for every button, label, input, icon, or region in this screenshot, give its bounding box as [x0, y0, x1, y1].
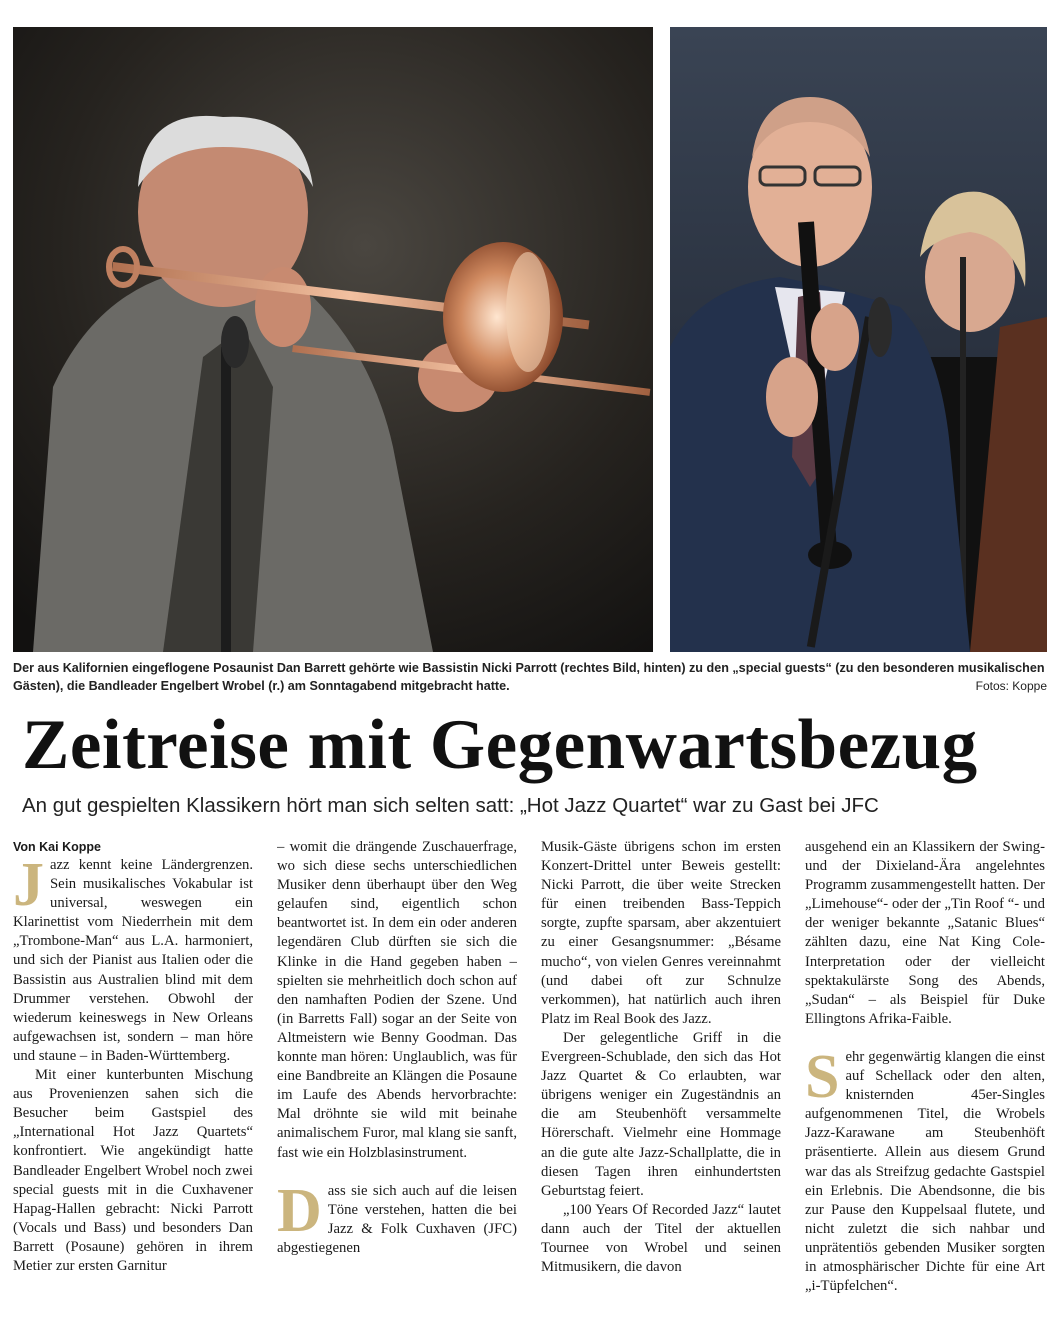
- clarinettist-image: [670, 27, 1047, 652]
- article-column-1: [13, 838, 253, 1318]
- photo-caption: [13, 659, 1047, 695]
- article-column-2: [277, 838, 517, 1318]
- paragraph-text: ass sie sich auch auf die leisen Töne verstehen, hatten die bei Jazz & Folk Cuxhaven (JFC) abgestiegenen: [277, 1182, 517, 1256]
- photo-trombonist: [13, 27, 653, 652]
- paragraph: [277, 1176, 517, 1258]
- caption-text: Der aus Kalifornien eingeflogene Posaunist Dan Barrett gehörte wie Bassistin Nicki Parrott (rechtes Bild, hinten) zu den „special guests“ (zu den besonderen musikalischen Gästen), die Bandleader Engelbert Wrobel (r.) am Sonntagabend mitgebracht hatte.: [13, 661, 1045, 693]
- dropcap: D: [277, 1176, 322, 1245]
- paragraph: ausgehend ein an Klassikern der Swing- und der Dixieland-Ära angelehntes Programm zusammengestellt hatten. Der „Limehouse“- oder der „Tin Roof “- und der weniger bekannte „Satanic Blues“ zählten dazu, eine Nat King Cole-Interpretation oder der vielleicht spektakulärste Song des Abends, „Sudan“ – als Beispiel für Duke Ellingtons Afrika-Faible.: [805, 839, 1045, 1027]
- paragraph: Mit einer kunterbunten Mischung aus Provenienzen sahen sich die Besucher beim Gastspiel des „International Hot Jazz Quartets“ konfrontiert. Wie angekündigt hatte Bandleader Engelbert Wrobel noch zwei special guests mit in die Cuxhavener Hapag-Hallen gebracht: Nicki Parrott (Vocals und Bass) und besonders Dan Barrett (Posaune) gehören in ihrem Metier zur ersten Garnitur: [13, 1067, 253, 1274]
- photo-clarinettist: [670, 27, 1047, 652]
- byline: Von Kai Koppe: [13, 840, 101, 854]
- paragraph-text: ehr gegenwärtig klangen die einst auf Schellack oder den alten, knisternden 45er-Singles aufgenommenen Titel, die Wrobels Jazz-Karawane am Steubenhöft präsentierte. Allein aus diesem Grund war das als Streifzug gedachte Gastspiel ein Erlebnis. Die Abendsonne, die bis zur Pause den Kuppelsaal flutete, und nicht zuletzt die sich nahbar und unprätentiös gebenden Musiker sorgten in atmosphärischer Dichte für eine Art „i-Tüpfelchen“.: [805, 1048, 1045, 1295]
- paragraph-text: azz kennt keine Ländergrenzen. Sein musikalisches Vokabular ist universal, weswegen ein Klarinettist vom Niederrhein mit dem „Trombone-Man“ aus L.A. harmoniert, und sich der Pianist aus Italien oder die Bassistin aus Australien blind mit dem Drummer verstehen. Obwohl der wiederum keineswegs in New Orleans aufgewachsen ist, sondern – man höre und staune – in Baden-Württemberg.: [13, 857, 253, 1064]
- article-column-4: [805, 838, 1045, 1318]
- paragraph: [13, 851, 253, 1066]
- subheadline: An gut gespielten Klassikern hört man sich selten satt: „Hot Jazz Quartet“ war zu Gast bei JFC: [22, 794, 879, 817]
- paragraph: [805, 1042, 1045, 1296]
- article-column-3: [541, 838, 781, 1318]
- paragraph: Der gelegentliche Griff in die Evergreen-Schublade, den sich das Hot Jazz Quartet & Co erlaubten, war übrigens weniger ein Zugeständnis an die am Steubenhöft versammelte Hörerschaft. Vielmehr eine Hommage an die gute alte Jazz-Schallplatte, die in diesen Tagen ihren einhundertsten Geburtstag feiert.: [541, 1029, 781, 1199]
- paragraph: Musik-Gäste übrigens schon im ersten Konzert-Drittel unter Beweis gestellt: Nicki Parrott, die über weite Strecken für einen treibenden Bass-Teppich sorgte, zupfte sparsam, aber akzentuiert zu einer Gesangsnummer: „Bésame mucho“, von vielen Genres vereinnahmt (und dabei oft zur Schnulze verkommen), hat natürlich auch ihren Platz im Real Book des Jazz.: [541, 839, 781, 1027]
- trombonist-image: [13, 27, 653, 652]
- dropcap: S: [805, 1042, 840, 1111]
- paragraph: – womit die drängende Zuschauerfrage, wo sich diese sechs unterschiedlichen Musiker denn überhaupt über den Weg gelaufen sind, eigentlich schon beantwortet ist. In dem ein oder anderen legendären Club dürften sie sich die Klinke in die Hand gegeben haben – spielten sie mehrheitlich doch schon auf den namhaften Podien der Szene. Und (in Barretts Fall) sogar an der Seite von Altmeistern wie Benny Goodman. Das konnte man hören: Unglaublich, was für eine Bandbreite an Klängen die Posaune im Laufe des Abends hervorbrachte: Mal dröhnte sie wild mit beinahe animalischem Furor, mal klang sie sanft, fast wie ein Holzblasinstrument.: [277, 839, 517, 1161]
- paragraph: „100 Years Of Recorded Jazz“ lautet dann auch der Titel der aktuellen Tournee von Wrobel und seinen Mitmusikern, die davon: [541, 1201, 781, 1276]
- photo-credit: Fotos: Koppe: [975, 679, 1047, 693]
- headline: Zeitreise mit Gegenwartsbezug: [22, 706, 978, 784]
- dropcap: J: [13, 851, 44, 919]
